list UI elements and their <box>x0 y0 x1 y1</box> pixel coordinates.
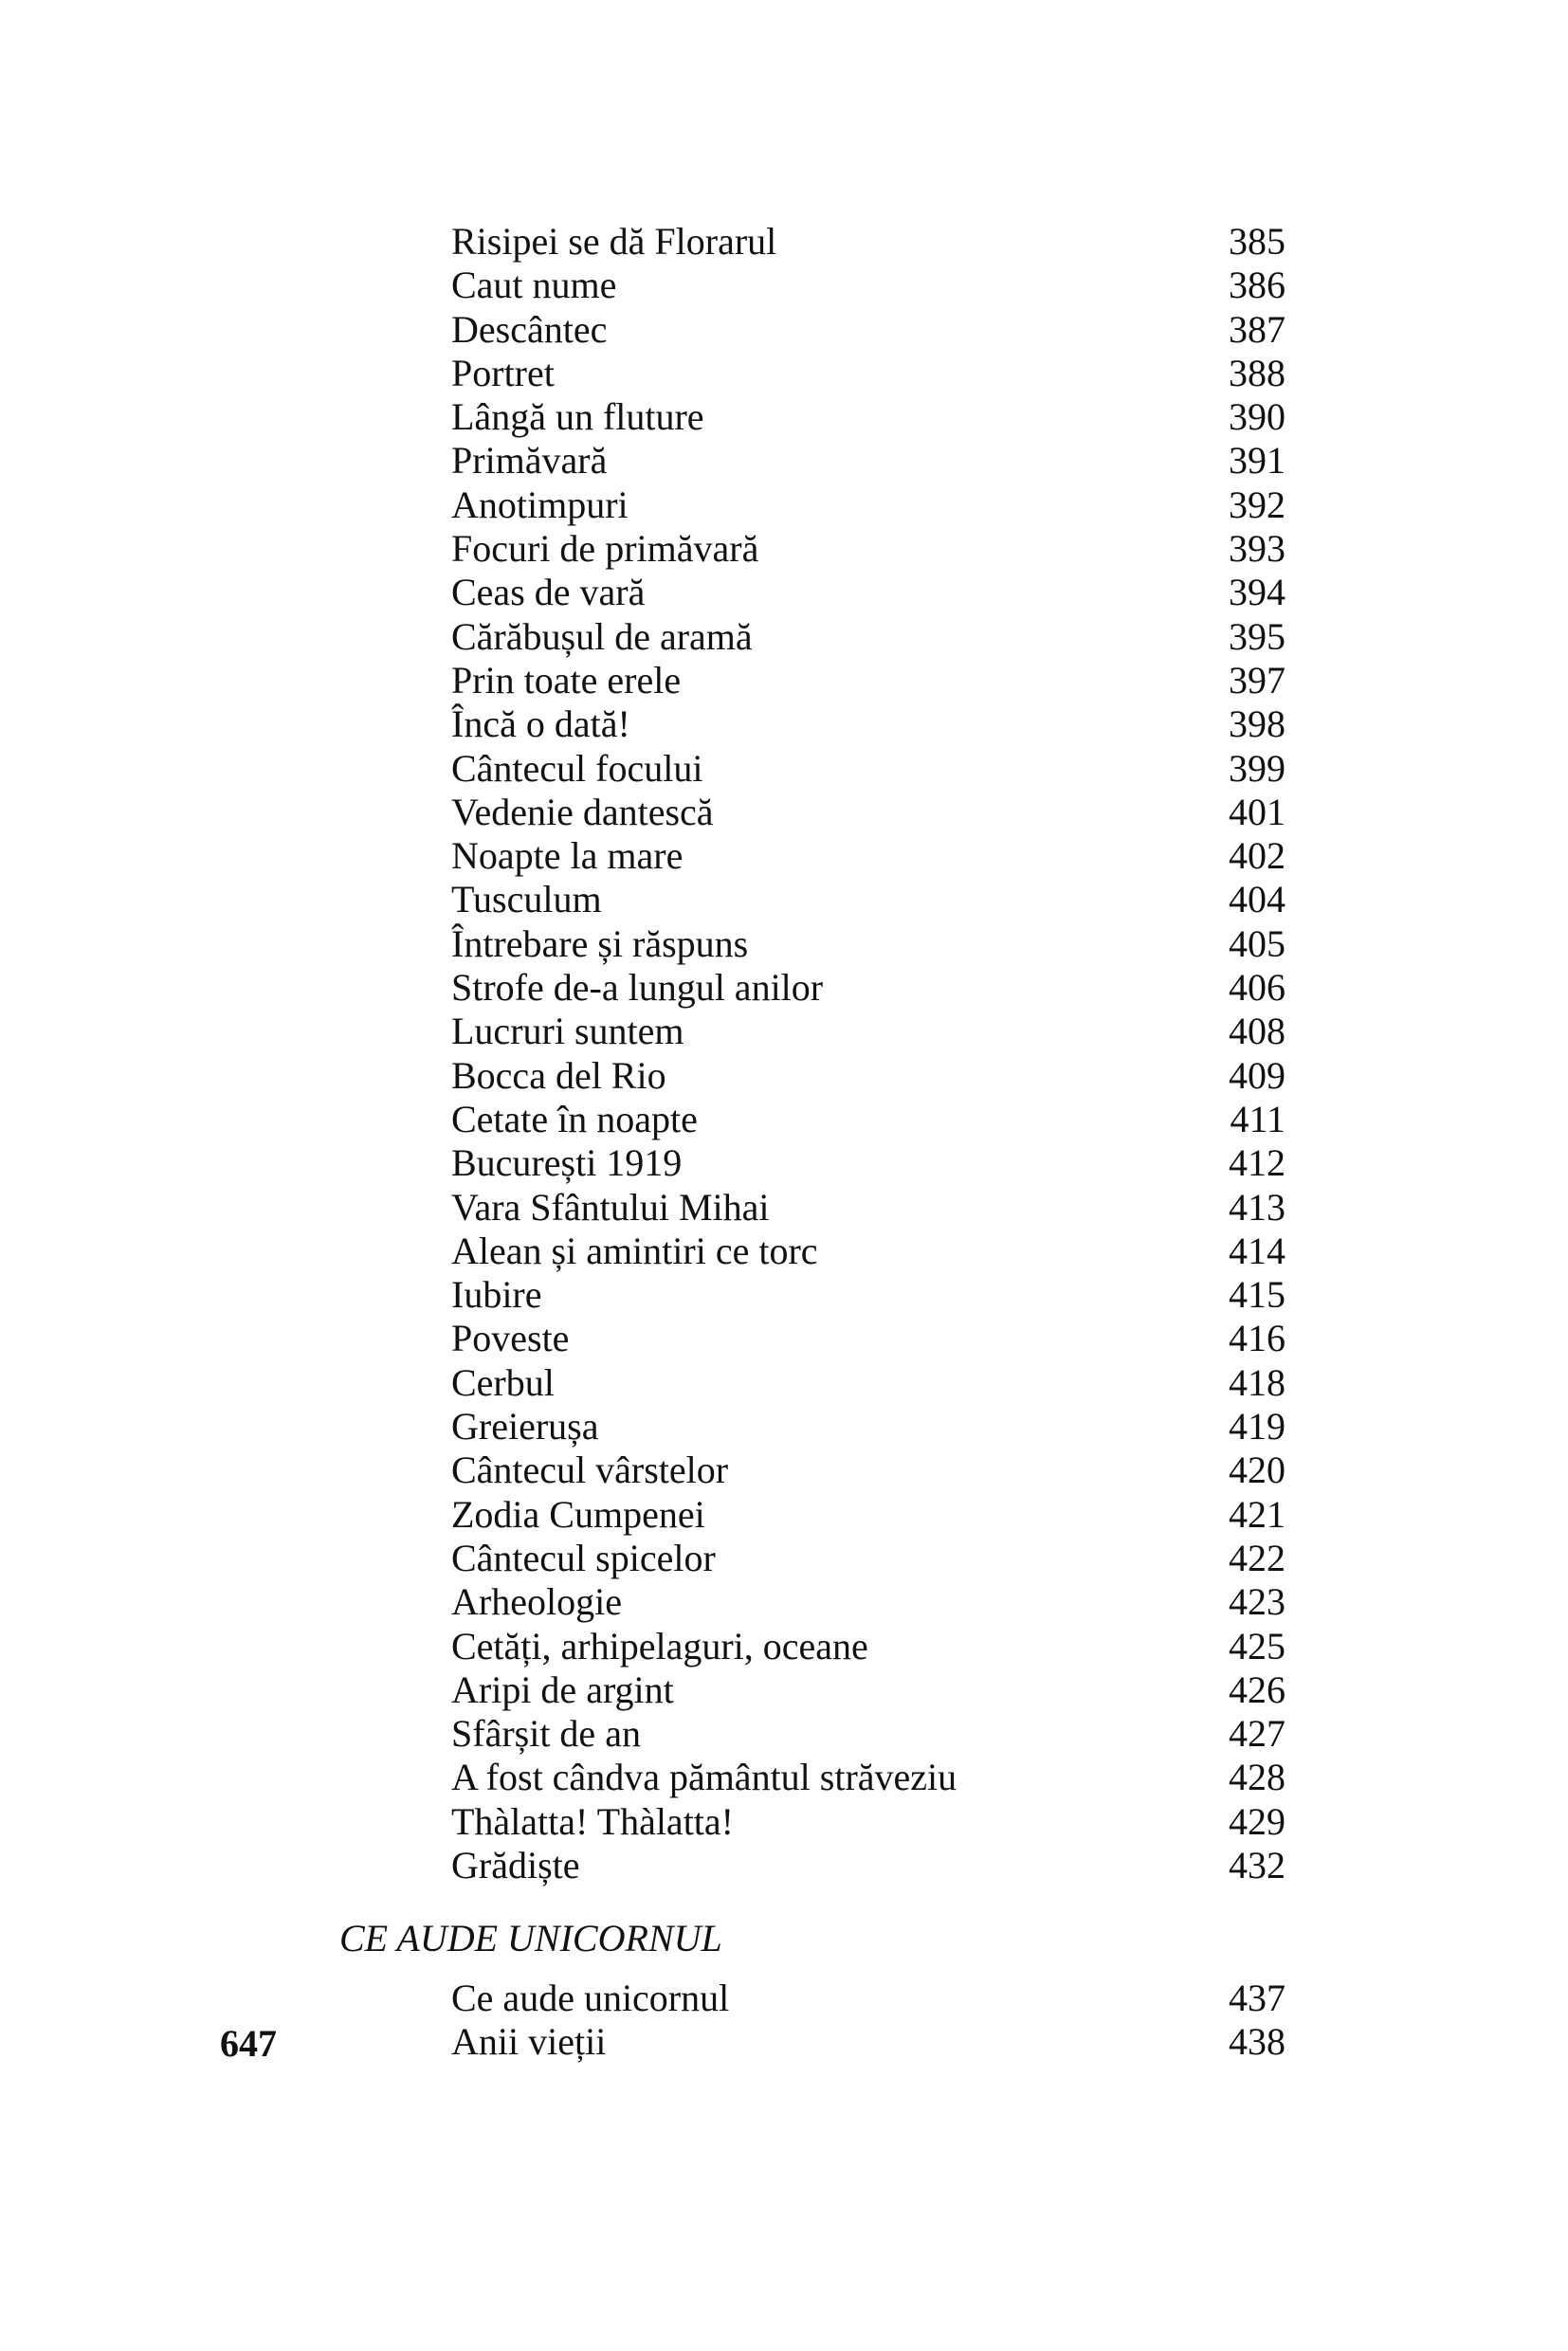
entry-page: 406 <box>1229 966 1285 1010</box>
entry-page: 408 <box>1229 1010 1285 1053</box>
entry-title: Vara Sfântului Mihai <box>451 1185 770 1229</box>
toc-entry <box>451 439 1285 483</box>
toc-entry <box>451 1273 1285 1317</box>
entry-page: 422 <box>1229 1536 1285 1579</box>
toc-entry <box>451 527 1285 571</box>
entry-page: 438 <box>1229 2020 1285 2064</box>
toc-entry <box>451 395 1285 439</box>
entry-page: 413 <box>1229 1185 1285 1229</box>
toc-entry <box>451 483 1285 527</box>
entry-title: Ce aude unicornul <box>451 1977 730 2019</box>
entry-title: Cerbul <box>451 1360 555 1404</box>
entry-title: Risipei se dă Florarul <box>451 220 777 263</box>
entry-title: Lucruri suntem <box>451 1010 684 1053</box>
entry-page: 386 <box>1229 264 1285 307</box>
entry-title: Caut nume <box>451 264 617 307</box>
section-entries <box>451 1977 1285 2065</box>
entry-title: Bocca del Rio <box>451 1053 666 1097</box>
entry-page: 402 <box>1229 834 1285 878</box>
entry-title: Aripi de argint <box>451 1668 674 1711</box>
toc-entry <box>451 1186 1285 1230</box>
entry-page: 401 <box>1229 790 1285 833</box>
entry-title: Cântecul spicelor <box>451 1536 716 1579</box>
entry-title: Întrebare și răspuns <box>451 921 749 965</box>
toc-entry <box>451 2020 1285 2064</box>
entry-title: Thàlatta! Thàlatta! <box>451 1799 734 1843</box>
entry-page: 428 <box>1229 1756 1285 1799</box>
toc-entry <box>451 1054 1285 1098</box>
entry-page: 423 <box>1229 1580 1285 1624</box>
entry-page: 427 <box>1229 1712 1285 1756</box>
toc-entry <box>451 1361 1285 1405</box>
entry-title: Cetăți, arhipelaguri, oceane <box>451 1624 868 1668</box>
toc-entry <box>451 1580 1285 1624</box>
section-heading: CE AUDE UNICORNUL <box>339 1917 722 1959</box>
entry-page: 391 <box>1229 439 1285 483</box>
entry-page: 409 <box>1229 1053 1285 1097</box>
entry-page: 404 <box>1229 878 1285 921</box>
toc-entry <box>451 702 1285 746</box>
entry-page: 394 <box>1229 571 1285 614</box>
toc-entry <box>451 1449 1285 1492</box>
toc-entry <box>451 1141 1285 1185</box>
entry-page: 426 <box>1229 1668 1285 1711</box>
entry-title: Noapte la mare <box>451 834 684 878</box>
toc-entry <box>451 1668 1285 1712</box>
toc-entry <box>451 1493 1285 1537</box>
entry-title: A fost cândva pământul străveziu <box>451 1756 957 1799</box>
entry-title: Sfârșit de an <box>451 1712 641 1756</box>
entry-title: Focuri de primăvară <box>451 527 759 571</box>
entry-page: 421 <box>1229 1492 1285 1536</box>
entry-title: Lângă un fluture <box>451 395 704 439</box>
toc-entry <box>451 1230 1285 1273</box>
entry-page: 388 <box>1229 351 1285 394</box>
entry-page: 420 <box>1229 1449 1285 1492</box>
entry-page: 425 <box>1229 1624 1285 1668</box>
entry-title: Arheologie <box>451 1580 622 1624</box>
entry-page: 432 <box>1229 1843 1285 1886</box>
toc-entry <box>451 878 1285 921</box>
entry-page: 392 <box>1229 483 1285 526</box>
entry-page: 390 <box>1229 395 1285 439</box>
page-number: 647 <box>220 2022 277 2065</box>
entry-title: Iubire <box>451 1273 542 1317</box>
entry-title: Prin toate erele <box>451 658 682 702</box>
entry-title: Portret <box>451 351 555 394</box>
toc-entry <box>451 791 1285 834</box>
entry-page: 415 <box>1229 1273 1285 1317</box>
entry-title: Ceas de vară <box>451 571 646 614</box>
entry-title: Descântec <box>451 307 608 351</box>
table-of-contents <box>451 220 1285 1887</box>
entry-title: Cetate în noapte <box>451 1097 698 1140</box>
entry-title: Alean și amintiri ce torc <box>451 1229 818 1272</box>
entry-title: Vedenie dantescă <box>451 790 714 833</box>
entry-page: 387 <box>1229 307 1285 351</box>
toc-entry <box>451 1756 1285 1799</box>
entry-page: 414 <box>1229 1229 1285 1272</box>
entry-page: 412 <box>1229 1141 1285 1185</box>
toc-entry <box>451 1712 1285 1756</box>
toc-entry <box>451 1405 1285 1449</box>
entry-title: Cărăbușul de aramă <box>451 614 753 658</box>
entry-page: 416 <box>1229 1317 1285 1360</box>
toc-entry <box>451 1844 1285 1887</box>
entry-title: Poveste <box>451 1317 570 1360</box>
entry-page: 405 <box>1229 921 1285 965</box>
toc-entry <box>451 1010 1285 1053</box>
toc-entry <box>451 834 1285 878</box>
entry-page: 437 <box>1229 1977 1285 2019</box>
entry-page: 398 <box>1229 702 1285 746</box>
entry-title: Grădiște <box>451 1843 580 1886</box>
toc-entry <box>451 1098 1285 1141</box>
entry-title: Tusculum <box>451 878 602 921</box>
toc-entry <box>451 1800 1285 1844</box>
entry-title: Primăvară <box>451 439 608 483</box>
toc-entry <box>451 571 1285 614</box>
entry-page: 393 <box>1229 527 1285 571</box>
entry-title: Încă o dată! <box>451 702 630 746</box>
entry-page: 418 <box>1229 1360 1285 1404</box>
toc-entry <box>451 308 1285 352</box>
entry-page: 429 <box>1229 1799 1285 1843</box>
entry-title: Cântecul focului <box>451 746 703 790</box>
toc-entry <box>451 747 1285 791</box>
entry-title: Cântecul vârstelor <box>451 1449 729 1492</box>
toc-entry <box>451 922 1285 966</box>
toc-entry <box>451 1537 1285 1580</box>
entry-page: 399 <box>1229 746 1285 790</box>
toc-entry <box>451 659 1285 702</box>
entry-page: 411 <box>1230 1097 1285 1140</box>
entry-page: 397 <box>1229 658 1285 702</box>
toc-entry <box>451 966 1285 1010</box>
entry-title: Anotimpuri <box>451 483 629 526</box>
toc-entry <box>451 264 1285 307</box>
entry-page: 385 <box>1229 220 1285 263</box>
toc-entry <box>451 615 1285 659</box>
entry-page: 395 <box>1229 614 1285 658</box>
entry-title: București 1919 <box>451 1141 683 1185</box>
toc-entry <box>451 1317 1285 1360</box>
toc-entry <box>451 220 1285 264</box>
entry-page: 419 <box>1229 1405 1285 1449</box>
entry-title: Greierușa <box>451 1405 599 1449</box>
toc-entry <box>451 1977 1285 2020</box>
entry-title: Strofe de-a lungul anilor <box>451 966 824 1010</box>
toc-entry <box>451 352 1285 395</box>
entry-title: Anii vieții <box>451 2020 607 2064</box>
toc-entry <box>451 1625 1285 1668</box>
entry-title: Zodia Cumpenei <box>451 1492 705 1536</box>
